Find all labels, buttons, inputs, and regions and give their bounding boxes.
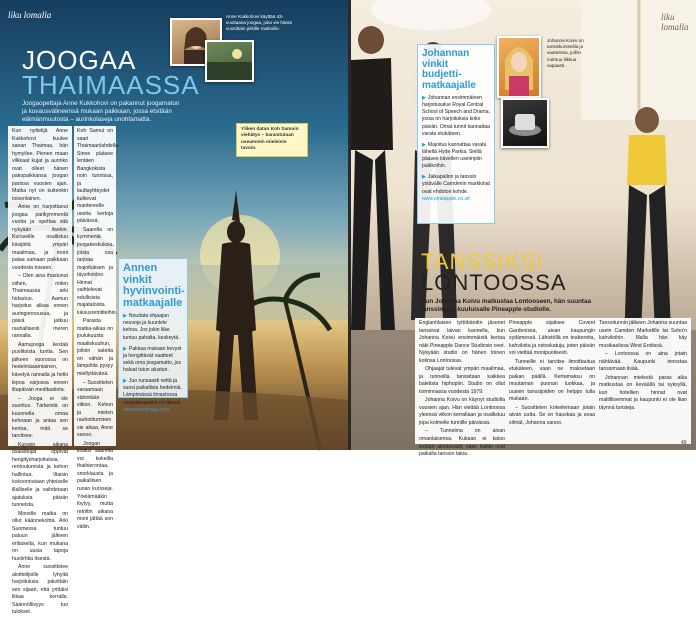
title-line-1: JOOGAA	[22, 45, 137, 75]
tip-item	[123, 313, 183, 342]
tips-title-line: Annen vinkit	[123, 262, 158, 286]
tip-item	[422, 142, 490, 171]
article-paragraph: Kun nyttelijä Anne Kukkohovi kuulee sanan Thaimaa, hän hymyilee. Pienen maan vilkkaat kujat ja aurinko ovat olleet hänen pakopaikkansa joogan parissa vuosien ajan. Matka nyt on kuitenkin toisenlainen.	[12, 128, 68, 202]
tip-url[interactable]: www.pineapple.co.uk	[422, 195, 470, 202]
article-paragraph: Monelle matka on ollut käännekohta. Arki Suomessa tuntuu paluun jälkeen erilaiselta, kun mukana on uusia tapoja huolehtia itsestä.	[12, 510, 68, 562]
tips-box	[417, 44, 495, 224]
article-column-1	[8, 126, 72, 616]
article-paragraph: – Tunnelma on aivan omanlaisensa. Kukaan ei katso ketään alentuvasti, vaan kaikki ovat paikalla tanssin takia.	[419, 428, 505, 458]
photo-caption: Anne Kukkohovi käyttää 43-vuotiaana joogaa, joka vie häntä vuosittain pitkille matkoille.	[226, 14, 292, 32]
tips-title-line: vinkit	[422, 58, 449, 70]
article-paragraph: – Suosittelen varaamaan vähintään viikon. Kehon ja mielen rauhoittuminen vie aikaa, Anne sanoo.	[77, 379, 113, 439]
article-paragraph: Tanssitunnin jälkeen Johanna suuntaa usein Camden Marketille tai Soho'n kahviloihin. Illalla hän käy musikaalissa West Endissä.	[599, 320, 687, 349]
pull-quote: Yliken datan Koh Samuin viehätys – karaistutaan useammin mieleisin tavoin.	[236, 123, 308, 157]
tips-title-line: hyvinvointi-	[123, 285, 185, 298]
section-label: liku lomalla	[8, 10, 52, 20]
title-line-2: THAIMAASSA	[22, 69, 200, 100]
tips-box	[118, 258, 188, 413]
article-paragraph: Pineapple sijaitsee Covent Gardenissa, aivan kaupungin sydämessä. Lähistöllä on teattereita, kahviloita ja ostoskatuja, joten päivän voi viettää monipuolisesti.	[509, 320, 595, 357]
arrow-icon: ▶	[422, 141, 426, 148]
section-label: liku lomalla	[661, 12, 689, 32]
tip-text: Noudata ohjaajan neuvoja ja kuuntele kehoa. Jos jokin liike tuntuu pahalta, keskeytä.	[123, 313, 180, 341]
tip-text: Juo runsaasti vettä ja suosi paikallisia hedelmiä. Lämpimässä ilmastossa nestetasapaino on tärkeä.	[123, 378, 182, 406]
right-page	[351, 0, 696, 458]
tips-box-title	[123, 263, 183, 309]
landscape-photo	[205, 40, 254, 82]
tip-text: Jalkapallon ja tanssin ystävälle Camdenin markkinat ovat ehdoton kohde.	[422, 174, 490, 195]
article-paragraph: Aamujooga kestää puolitoista tuntia. Sen jälkeen vuorossa on hedelmäaamiainen, kävelyä rannalla ja hetki lepoa varjossa ennen iltapäivän meditaatiota.	[12, 341, 68, 394]
title-line-2: LONTOOSSA	[421, 269, 567, 295]
arrow-icon: ▶	[123, 313, 127, 320]
tip-url[interactable]: www.koshiyoga.com	[123, 406, 170, 413]
arrow-icon: ▶	[422, 95, 426, 101]
article-paragraph: Koh Samui on saari Thaimaanlahdella. Sinne pääsee lentäen Bangkokista noin tunnissa, ja lauttayhteydet kulkevat mantereelle useita kertoja päivässä.	[77, 128, 120, 225]
portrait-photo	[497, 36, 541, 98]
lead-paragraph: Joogaopettaja Anne Kukkohovi on pakannut joogamaton ja kuvausvälineensä mukaan paikkaan, jossa etsitään elämänmuutosta – aurinkolaseja unohtamatta.	[22, 100, 180, 123]
article-column-2	[74, 126, 120, 530]
arrow-icon: ▶	[123, 378, 127, 385]
tip-text: Johannan ensimmäinen harjoitusalue Royal Central School of Speech and Drama, jossa on harjoituksia koko päivän. Omat tunnit kannattaa varata etukäteen.	[422, 95, 490, 137]
article-paragraph: Joogan lisäksi saarella voi kokeilla thaihierontaa, snorklausta ja paikallisen ruoan kursseja. Yöelämääkin löytyy, mutta retriitin aikana moni jättää sen väliin.	[77, 440, 113, 530]
tip-item	[422, 95, 490, 138]
arrow-icon: ▶	[123, 345, 127, 352]
tips-title-line: budjetti-	[422, 69, 462, 80]
article-paragraph: Anne on harjoittanut joogaa parikymmentä vuotta ja opettaa sitä nykyään itsekin. Kursseille osallistuu kävijöitä ympäri maailmaa, ja moni palaa samaan paikkaan vuodesta toiseen.	[12, 204, 68, 271]
title-line-1: TANSSIKSI	[421, 249, 544, 274]
portrait-figure	[499, 38, 539, 96]
article-paragraph: Anne suosittelee aloittelijoille lyhyitä harjoituksia päivittäin sen sijaan, että yrittäisi liikaa kerralla. Säännöllisyys tuo tulokset.	[12, 564, 68, 616]
shoes-photo	[501, 98, 549, 148]
article-column-3	[599, 320, 687, 438]
tips-title-line: matkaajalle	[422, 79, 476, 91]
article-paragraph: Johannan mielestä paras aika matkustaa on keväällä tai syksyllä, kun hotellien hinnat ovat maltillisemmat ja kaupunki ei ole liian täynnä turisteja.	[599, 374, 687, 411]
article-paragraph: – Jooga ei ole suoritus. Tärkeintä on kuunnella omaa kehoaan ja antaa sen kertoa, mitä se tarvitsee.	[12, 395, 68, 440]
article-paragraph: – Lontoossa on aina jotain nähtävää. Kaupunki innostaa tanssimaan lisää.	[599, 351, 687, 373]
arrow-icon: ▶	[422, 174, 426, 181]
article-column-1	[419, 320, 505, 458]
tips-box-title	[422, 49, 490, 91]
article-column-2	[509, 320, 595, 444]
photo-caption: Johanna Koivu on tanssikursseilla ja vaatteissa, joihin mahtuu liikkua vapaasti.	[547, 38, 584, 68]
article-paragraph: Parasta matka-aikaa on joulukuusta maaliskuuhun, jolloin sateita on vähän ja lämpötila pysyy miellyttävänä.	[77, 318, 113, 377]
tip-text: Majoitus kannattaa varata läheltä Hyde Parkia. Sieltä pääsee kävellen useimpiin paikkoihin.	[422, 141, 487, 170]
tips-title-line: Johannan	[422, 48, 470, 59]
page-number: 48	[8, 440, 14, 446]
landscape-figure	[207, 42, 252, 80]
tip-text: Pakkaa mukaan kevyet ja hengittävät vaatteet sekä oma joogamatto, jos haluat tutun alustan.	[123, 345, 182, 374]
article-paragraph: Kurssin aikana osallistujat oppivat hengitysharjoituksia, rentoutumista ja kehon hallintaa. Iltaisin kokoonnutaan yhteiselle illalliselle ja vaihdetaan ajatuksia päivän tunneista.	[12, 441, 68, 509]
article-paragraph: Englantilaisen tyttöbändin jäsenet tanssivat laivan kannella, kun Johanna Koivu ensimmäistä kertaa näki Pineapple Dance Studiosin ovet. Nykyään studio on hänen toinen kotinsa Lontoossa.	[419, 320, 505, 364]
page-title	[421, 249, 567, 295]
tips-title-line: matkaajalle	[123, 296, 183, 309]
tip-item	[123, 378, 183, 414]
article-paragraph: – Suosittelen kokeilemaan jotain aivan uutta. Se on hauskaa ja avaa silmät, Johanna sanoo.	[509, 404, 595, 426]
tip-item	[123, 346, 183, 375]
lead-paragraph: Kun Johanna Koivu matkustaa Lontooseen, hän suuntaa tanssimaan kuuluisalle Pineapple-studiolle.	[421, 298, 592, 313]
article-paragraph: Ohjaajat tulevat ympäri maailmaa, ja tunneilla tanssitaan kaikkea baletista hiphopiin. Studio on ollut toiminnassa vuodesta 1979.	[419, 366, 505, 395]
shoes-figure	[503, 100, 547, 146]
article-paragraph: Saarella on kymmeniä joogakeskuksia, joista osa tarjoaa majoituksen ja täysihoidon. Hinnat vaihtelevat edullisista majataloista luksusretriitteihin.	[77, 226, 118, 316]
page-number: 49	[681, 440, 687, 446]
article-paragraph: Johanna Koivu on käynyt studiolla vuosien ajan. Hän viettää Lontoossa yleensä viikon kerrallaan ja osallistuu jopa kolmelle tunnille päivässä.	[419, 397, 505, 426]
left-page	[0, 0, 348, 616]
article-paragraph: – Olen aina ihastunut siihen, miten Thaimaassa arki hidastuu. Aamun harjoitus alkaa ennen auringonnousua, ja päivä jatkuu rauhallisesti meren rannalla.	[12, 273, 68, 340]
tip-item	[422, 174, 490, 203]
article-paragraph: Tunneille ei tarvitse ilmoittautua etukäteen, vaan ne maksetaan paikan päällä. Kertamaksu on muutaman punnan luokkaa, ja uusien tanssijoiden on helppo tulla mukaan.	[509, 358, 595, 403]
